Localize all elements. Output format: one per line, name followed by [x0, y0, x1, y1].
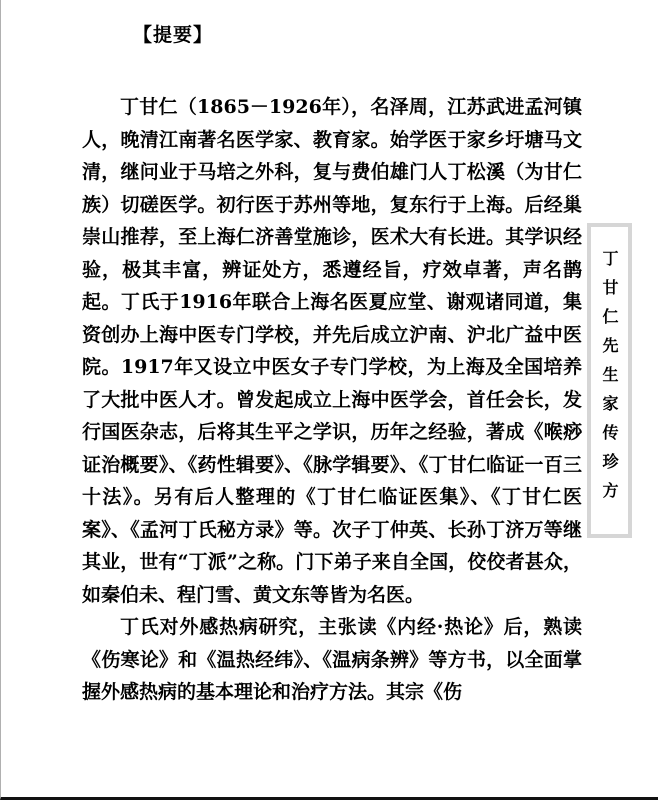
paragraph-research: 丁氏对外感热病研究，主张读《内经·热论》后，熟读《伤寒论》和《温热经纬》、《温病条辨》等方书，以全面掌握外感热病的基本理论和治疗方法。其宗《伤: [82, 616, 582, 703]
section-heading: 【提要】: [133, 24, 214, 46]
body-text: [82, 91, 582, 709]
side-title: 丁甘仁先生家传珍方: [600, 250, 619, 511]
paragraph-biography: 丁甘仁（1865－1926年），名泽周，江苏武进孟河镇人，晚清江南著名医学家、教育家。始学医于家乡圩塘马文清，继问业于马培之外科，复与费伯雄门人丁松溪（为甘仁族）切磋医学。初行医于苏州等地，复东行于上海。后经巢崇山推荐，至上海仁济善堂施诊，医术大有长进。其学识经验，极其丰富，辨证处方，悉遵经旨，疗效卓著，声名鹊起。丁氏于1916年联合上海名医夏应堂、谢观诸同道，集资创办上海中医专门学校，并先后成立沪南、沪北广益中医院。1917年又设立中医女子专门学校，为上海及全国培养了大批中医人才。曾发起成立上海中医学会，首任会长，发行国医杂志，后将其生平之学识，历年之经验，著成《喉痧证治概要》、《药性辑要》、《脉学辑要》、《丁甘仁临证一百三十法》。另有后人整理的《丁甘仁临证医集》、《丁甘仁医案》、《孟河丁氏秘方录》等。次子丁仲英、长孙丁济万等继其业，世有“丁派”之称。门下弟子来自全国，佼佼者甚众，如秦伯未、程门雪、黄文东等皆为名医。: [82, 96, 582, 606]
side-title-tab: [587, 223, 632, 538]
side-title-frame: [591, 227, 628, 534]
